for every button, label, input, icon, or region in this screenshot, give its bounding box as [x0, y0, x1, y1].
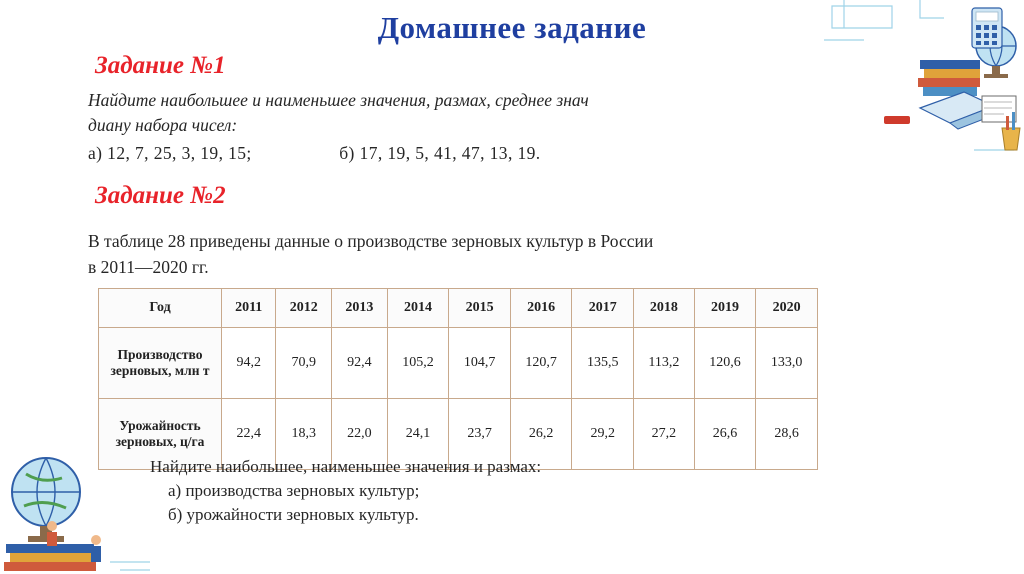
table-header-2014: 2014: [387, 289, 449, 328]
table-header-2018: 2018: [634, 289, 695, 328]
table-header-year: Год: [99, 289, 222, 328]
task-2-text: [88, 228, 888, 280]
task-2-line-1: В таблице 28 приведены данные о производстве зерновых культур в России: [88, 231, 654, 251]
yield-2018: 27,2: [634, 399, 695, 470]
yield-2016: 26,2: [510, 399, 572, 470]
yield-2020: 28,6: [756, 399, 818, 470]
task-1-item-a: а) 12, 7, 25, 3, 19, 15;: [88, 143, 252, 163]
production-2018: 113,2: [634, 328, 695, 399]
task-1-line-2: диану набора чисел:: [88, 115, 238, 135]
production-2011: 94,2: [222, 328, 276, 399]
page-title: Домашнее задание: [377, 10, 647, 45]
table-header-2015: 2015: [449, 289, 511, 328]
task-1-line-1: Найдите наибольшее и наименьшее значения, размах, среднее знач: [88, 90, 589, 110]
table-header-row: [99, 289, 818, 328]
yield-2017: 29,2: [572, 399, 634, 470]
yield-2014: 24,1: [387, 399, 449, 470]
table-header-2016: 2016: [510, 289, 572, 328]
table-header-2013: 2013: [332, 289, 388, 328]
production-2015: 104,7: [449, 328, 511, 399]
production-2020: 133,0: [756, 328, 818, 399]
yield-2011: 22,4: [222, 399, 276, 470]
table-row: [99, 328, 818, 399]
question-a: а) производства зерновых культур;: [168, 481, 420, 500]
production-2012: 70,9: [276, 328, 332, 399]
task-2-line-2: в 2011—2020 гг.: [88, 257, 209, 277]
production-2019: 120,6: [694, 328, 756, 399]
task-1-faded-line: [88, 168, 708, 178]
grain-production-table: [98, 288, 818, 470]
table-header-2017: 2017: [572, 289, 634, 328]
table-header-2011: 2011: [222, 289, 276, 328]
question-b: б) урожайности зерновых культур.: [168, 505, 419, 524]
yield-2015: 23,7: [449, 399, 511, 470]
task-1-text: [88, 88, 708, 178]
production-2014: 105,2: [387, 328, 449, 399]
production-2017: 135,5: [572, 328, 634, 399]
task-1-item-b: б) 17, 19, 5, 41, 47, 13, 19.: [339, 143, 541, 163]
task-1-heading: Задание №1: [95, 52, 226, 79]
task-1-items: [88, 141, 708, 166]
row-label-yield: Урожайность зерновых, ц/га: [99, 399, 222, 470]
task-2-heading: Задание №2: [95, 182, 226, 209]
table-header-2019: 2019: [694, 289, 756, 328]
production-2013: 92,4: [332, 328, 388, 399]
task-2-questions: [150, 455, 750, 527]
production-2016: 120,7: [510, 328, 572, 399]
table-header-2020: 2020: [756, 289, 818, 328]
row-label-production: Производство зерновых, млн т: [99, 328, 222, 399]
yield-2012: 18,3: [276, 399, 332, 470]
table-header-2012: 2012: [276, 289, 332, 328]
questions-lead: Найдите наибольшее, наименьшее значения и размах:: [150, 457, 542, 476]
data-table-container: [98, 288, 818, 470]
yield-2019: 26,6: [694, 399, 756, 470]
yield-2013: 22,0: [332, 399, 388, 470]
